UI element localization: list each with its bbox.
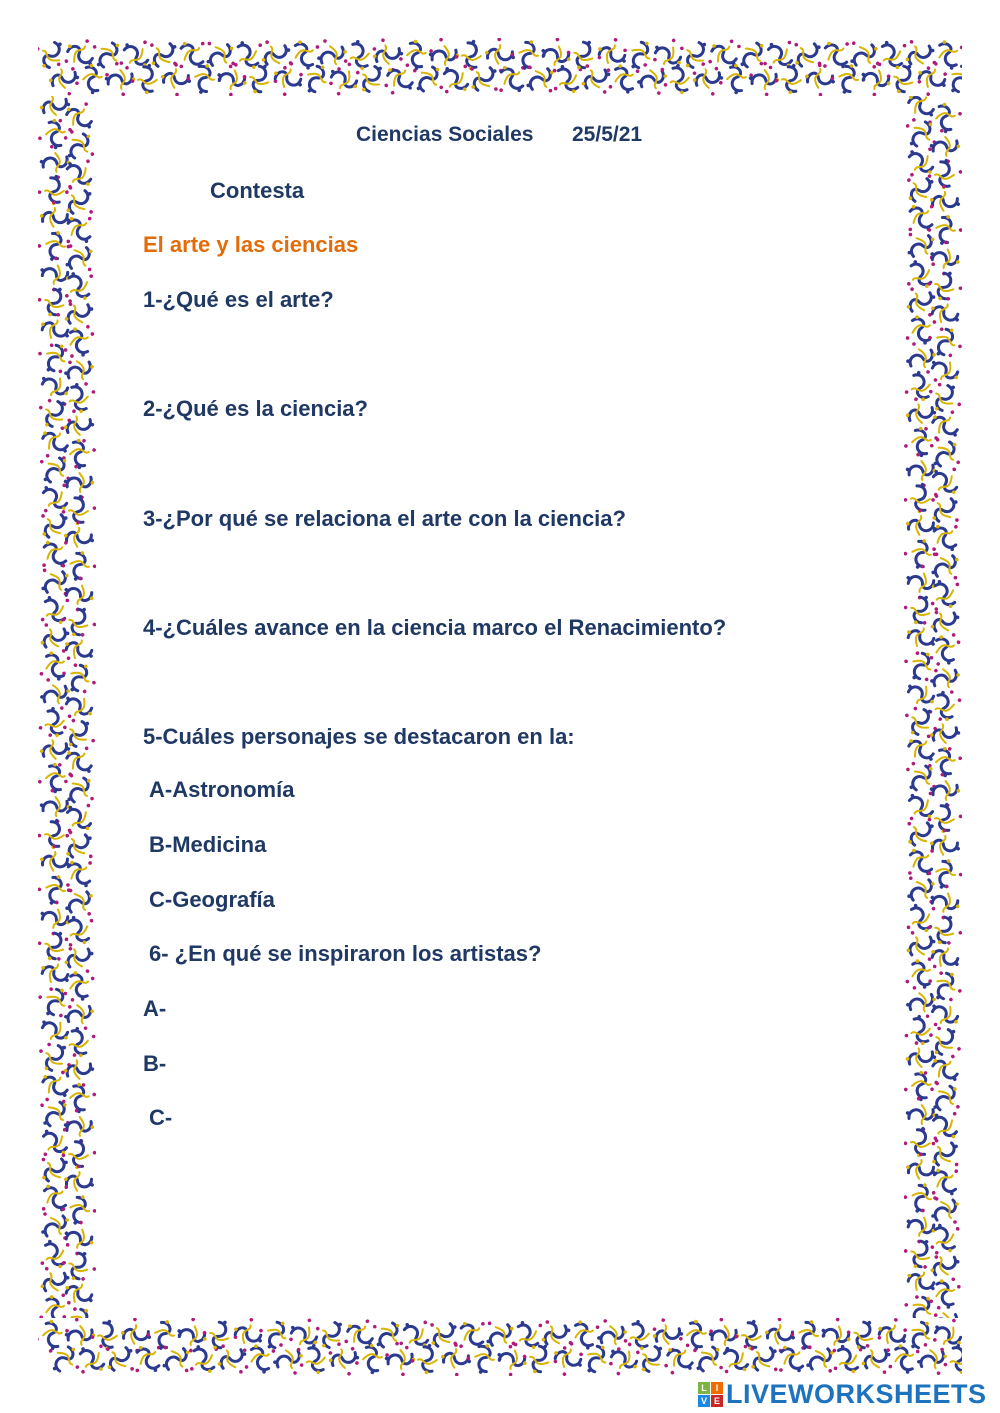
streamer-motif — [161, 1344, 190, 1373]
streamer-motif — [678, 1318, 715, 1353]
streamer-motif — [931, 552, 960, 581]
streamer-motif — [468, 63, 500, 95]
streamer-motif — [101, 60, 138, 96]
streamer-motif — [904, 1291, 940, 1318]
streamer-motif — [234, 41, 262, 69]
streamer-motif — [398, 38, 435, 73]
streamer-motif — [623, 1318, 658, 1352]
streamer-motif — [816, 1318, 855, 1355]
streamer-motif — [63, 830, 95, 862]
streamer-motif — [904, 396, 939, 432]
streamer-motif — [929, 1138, 960, 1169]
streamer-motif — [526, 65, 555, 94]
streamer-motif — [927, 744, 962, 781]
streamer-motif — [133, 1344, 164, 1375]
streamer-motif — [481, 38, 520, 74]
header-date: 25/5/21 — [572, 123, 643, 146]
streamer-motif — [568, 1319, 600, 1351]
streamer-motif — [690, 61, 726, 96]
streamer-motif — [806, 1345, 834, 1373]
liveworksheets-logo — [698, 1379, 987, 1409]
streamer-motif — [906, 203, 937, 234]
streamer-motif — [409, 1340, 447, 1376]
streamer-motif — [845, 1318, 884, 1354]
question-4: 4-¿Cuáles avance en la ciencia marco el Renacimiento? — [143, 615, 727, 640]
streamer-motif — [244, 1343, 276, 1375]
streamer-motif — [465, 1340, 504, 1376]
streamer-motif — [927, 716, 962, 752]
streamer-motif — [38, 760, 73, 797]
streamer-motif — [382, 61, 418, 96]
streamer-motif — [185, 60, 224, 96]
brand-name: LIVEWORKSHEETS — [726, 1378, 987, 1409]
streamer-motif — [46, 61, 81, 96]
streamer-motif — [906, 847, 936, 877]
streamer-motif — [905, 314, 937, 346]
streamer-motif — [536, 38, 575, 75]
streamer-motif — [439, 62, 472, 95]
streamer-motif — [61, 436, 96, 473]
streamer-motif — [129, 60, 167, 96]
streamer-motif — [931, 580, 960, 609]
streamer-motif — [850, 41, 878, 69]
streamer-motif — [75, 1342, 109, 1376]
brand-badge-letter: E — [711, 1395, 723, 1407]
brand-badge-letter: I — [711, 1382, 723, 1394]
streamer-motif — [565, 38, 604, 74]
streamer-motif — [635, 62, 668, 95]
streamer-motif — [856, 59, 895, 96]
streamer-motif — [38, 732, 73, 768]
brand-badge-letter: V — [698, 1395, 710, 1407]
streamer-motif — [41, 1212, 69, 1240]
streamer-motif — [789, 1318, 828, 1354]
streamer-motif — [931, 1196, 959, 1224]
streamer-motif — [201, 1318, 240, 1354]
streamer-motif — [497, 64, 527, 94]
streamer-motif — [205, 40, 234, 69]
streamer-motif — [343, 38, 377, 72]
streamer-motif — [40, 539, 70, 569]
streamer-motif — [777, 1344, 807, 1374]
streamer-motif — [190, 1345, 218, 1373]
streamer-motif — [64, 943, 95, 974]
streamer-motif — [241, 60, 280, 96]
streamer-motif — [104, 1343, 136, 1375]
streamer-motif — [792, 39, 824, 71]
streamer-motif — [62, 353, 95, 386]
streamer-motif — [877, 40, 906, 69]
streamer-motif — [928, 689, 962, 724]
streamer-motif — [288, 39, 320, 71]
streamer-motif — [904, 1012, 939, 1047]
streamer-motif — [41, 568, 70, 597]
streamer-motif — [554, 65, 583, 94]
streamer-motif — [90, 38, 125, 73]
streamer-motif — [608, 63, 640, 95]
streamer-motif — [904, 985, 938, 1019]
question-1: 1-¿Qué es el arte? — [143, 287, 334, 312]
streamer-motif — [65, 272, 93, 300]
streamer-motif — [621, 38, 659, 74]
streamer-motif — [64, 243, 93, 272]
streamer-motif — [148, 39, 180, 71]
streamer-motif — [39, 1294, 72, 1318]
streamer-motif — [172, 1318, 211, 1355]
streamer-motif — [61, 1024, 96, 1059]
streamer-motif — [61, 408, 96, 444]
instruction-text: Contesta — [210, 178, 305, 203]
streamer-motif — [62, 381, 96, 415]
streamer-motif — [719, 1342, 752, 1375]
decorative-border-right — [904, 96, 962, 1318]
decorative-border-top — [38, 38, 962, 96]
decorative-border-left — [38, 96, 96, 1318]
streamer-motif — [678, 38, 715, 73]
streamer-motif — [40, 1183, 69, 1212]
question-5-option-a: A-Astronomía — [149, 777, 295, 802]
streamer-motif — [38, 38, 71, 74]
streamer-motif — [942, 1341, 962, 1376]
streamer-motif — [926, 127, 962, 164]
streamer-motif — [62, 997, 96, 1031]
streamer-motif — [38, 705, 72, 740]
streamer-motif — [514, 1321, 543, 1350]
streamer-motif — [257, 1318, 295, 1354]
streamer-motif — [773, 60, 811, 96]
streamer-motif — [314, 1318, 351, 1353]
question-6: 6- ¿En qué se inspiraron los artistas? — [149, 941, 542, 966]
streamer-motif — [748, 1343, 780, 1375]
streamer-motif — [735, 38, 769, 72]
streamer-motif — [745, 60, 783, 96]
streamer-motif — [928, 1305, 962, 1318]
question-6-answer-c: C- — [149, 1105, 173, 1130]
question-5-option-c: C-Geografía — [149, 887, 275, 912]
brand-badge-letter: L — [698, 1382, 710, 1394]
streamer-motif — [39, 650, 71, 682]
streamer-motif — [904, 424, 939, 461]
topic-heading: El arte y las ciencias — [143, 232, 359, 257]
streamer-motif — [297, 60, 335, 96]
streamer-motif — [428, 1319, 460, 1351]
streamer-motif — [907, 876, 935, 904]
streamer-motif — [929, 1250, 960, 1281]
streamer-motif — [486, 1321, 515, 1350]
header-subject: Ciencias Sociales — [356, 123, 534, 146]
streamer-motif — [381, 1340, 419, 1376]
streamer-motif — [269, 60, 308, 96]
streamer-motif — [577, 1340, 615, 1376]
streamer-motif — [904, 341, 937, 374]
streamer-motif — [64, 915, 93, 944]
streamer-motif — [905, 958, 937, 990]
streamer-motif — [549, 1340, 588, 1376]
streamer-motif — [928, 661, 961, 694]
streamer-motif — [913, 60, 952, 96]
question-5-option-b: B-Medicina — [149, 832, 267, 857]
streamer-motif — [904, 1067, 940, 1104]
streamer-motif — [901, 1318, 939, 1354]
streamer-motif — [60, 463, 96, 501]
streamer-motif — [38, 677, 71, 710]
streamer-motif — [904, 96, 939, 124]
decorative-border-bottom — [38, 1318, 962, 1376]
streamer-motif — [929, 494, 961, 526]
streamer-motif — [65, 888, 93, 916]
streamer-motif — [930, 607, 960, 637]
streamer-motif — [932, 39, 962, 71]
question-6-answer-a: A- — [143, 996, 167, 1021]
streamer-motif — [40, 1239, 69, 1268]
streamer-motif — [761, 1318, 800, 1354]
streamer-motif — [927, 100, 962, 136]
question-3: 3-¿Por qué se relaciona el arte con la ciencia? — [143, 506, 626, 531]
streamer-motif — [904, 1040, 939, 1076]
streamer-motif — [326, 1341, 362, 1376]
question-5: 5-Cuáles personajes se destacaron en la: — [143, 724, 575, 749]
brand-badge-icon — [698, 1382, 723, 1407]
streamer-motif — [904, 369, 938, 403]
streamer-motif — [38, 116, 73, 152]
streamer-motif — [371, 1318, 406, 1352]
streamer-motif — [906, 231, 935, 260]
streamer-motif — [915, 1342, 949, 1376]
question-2: 2-¿Qué es la ciencia? — [143, 396, 368, 421]
question-6-answer-b: B- — [143, 1051, 167, 1076]
streamer-motif — [829, 60, 868, 96]
streamer-motif — [61, 1052, 96, 1088]
streamer-motif — [60, 1303, 96, 1318]
streamer-motif — [662, 1341, 698, 1376]
streamer-motif — [64, 299, 94, 329]
